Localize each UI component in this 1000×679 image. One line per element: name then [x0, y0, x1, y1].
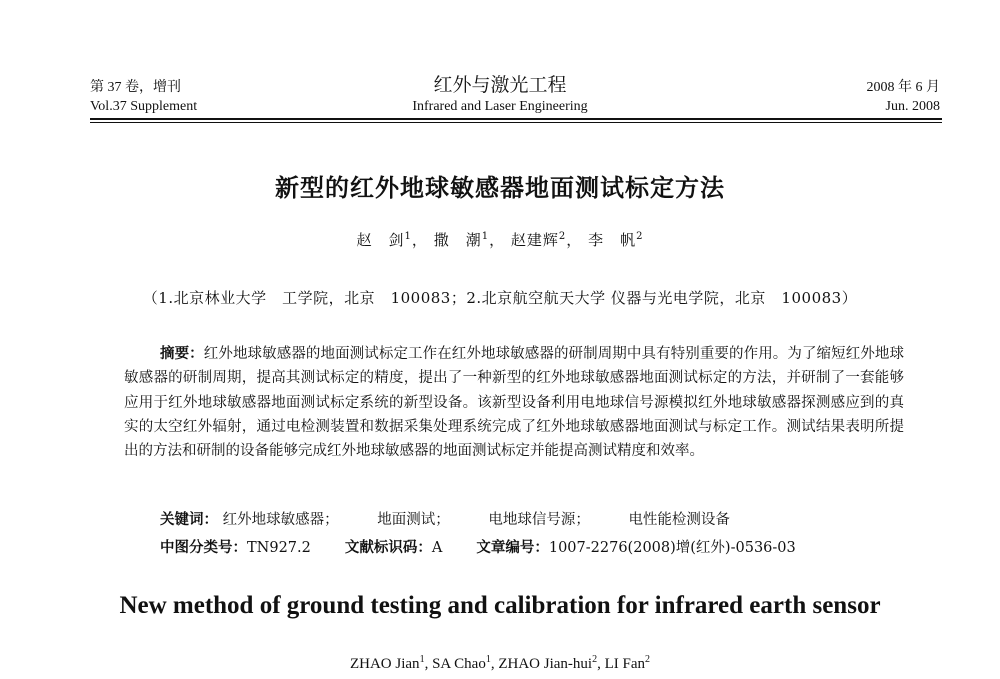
- abstract-text: 红外地球敏感器的地面测试标定工作在红外地球敏感器的研制周期中具有特别重要的作用。为了缩短红外地球敏感器的研制周期，提高其测试标定的精度，提出了一种新型的红外地球敏感器地面测试标定的方法，并研制了一套能够应用于红外地球敏感器地面测试标定系统的新型设备。该新型设备利用电地球信号源模拟红外地球敏感器探测感应到的真实的太空红外辐射，通过电检测装置和数据采集处理系统完成了红外地球敏感器地面测试与标定工作。测试结果表明所提出的方法和研制的设备能够完成红外地球敏感器的地面测试标定并能提高测试精度和效率。: [124, 346, 905, 460]
- doc-code-value: A: [431, 540, 443, 556]
- journal-title-cn: 红外与激光工程: [433, 74, 567, 96]
- author-affil-mark: 2: [645, 654, 650, 665]
- keyword: 红外地球敏感器；: [222, 512, 339, 528]
- author-en: ZHAO Jian: [349, 656, 420, 672]
- author-separator: ，: [566, 231, 583, 249]
- author-separator: ,: [424, 656, 433, 672]
- article-number-label: 文章编号：: [476, 540, 549, 556]
- author-separator: ，: [489, 231, 506, 249]
- author-separator: ,: [490, 656, 499, 672]
- author-affil-mark: 1: [485, 654, 491, 665]
- keywords: [160, 508, 764, 529]
- abstract-label: 摘要：: [160, 346, 204, 362]
- author-separator: ,: [597, 656, 605, 672]
- abstract: [124, 342, 904, 463]
- article-number-value: 1007-2276(2008)增(红外)-0536-03: [548, 540, 796, 556]
- classification-line: [160, 536, 796, 557]
- author-separator: ，: [411, 231, 428, 249]
- affiliations-cn: （1.北京林业大学 工学院，北京 100083；2.北京航空航天大学 仪器与光电学院，北京 100083）: [142, 289, 858, 307]
- author-affil-mark: 1: [481, 231, 490, 242]
- journal-title-en: Infrared and Laser Engineering: [412, 99, 588, 114]
- author-affil-mark: 1: [404, 231, 412, 242]
- header-rule-thin: [90, 122, 942, 123]
- keywords-label: 关键词：: [160, 512, 218, 528]
- author-affil-mark: 1: [419, 654, 425, 665]
- author-affil-mark: 2: [558, 231, 567, 242]
- author-en: LI Fan: [604, 656, 645, 672]
- date-cn: 2008 年 6 月: [866, 80, 940, 95]
- author-cn: 赵建辉: [510, 231, 559, 249]
- clc-label: 中图分类号：: [160, 540, 247, 556]
- paper-title-en: New method of ground testing and calibration for infrared earth sensor: [119, 592, 881, 619]
- author-affil-mark: 2: [636, 231, 644, 242]
- author-cn: 李 帆: [588, 231, 637, 249]
- authors-cn: [0, 229, 1000, 250]
- volume-cn: 第 37 卷，增刊: [90, 80, 181, 95]
- volume-en: Vol.37 Supplement: [90, 99, 198, 114]
- keyword: 地面测试；: [377, 512, 450, 528]
- authors-en: [0, 654, 1000, 673]
- doc-code-label: 文献标识码：: [344, 540, 432, 556]
- paper-title-cn: 新型的红外地球敏感器地面测试标定方法: [275, 174, 725, 202]
- author-cn: 撒 潮: [433, 231, 482, 249]
- author-cn: 赵 剑: [356, 231, 405, 249]
- header-rule-thick: [90, 118, 942, 120]
- keyword: 电地球信号源；: [488, 512, 590, 528]
- author-en: ZHAO Jian-hui: [498, 656, 593, 672]
- keyword: 电性能检测设备: [628, 512, 730, 528]
- author-en: SA Chao: [432, 656, 486, 672]
- date-en: Jun. 2008: [885, 99, 940, 114]
- clc-value: TN927.2: [247, 540, 311, 556]
- author-affil-mark: 2: [592, 654, 598, 665]
